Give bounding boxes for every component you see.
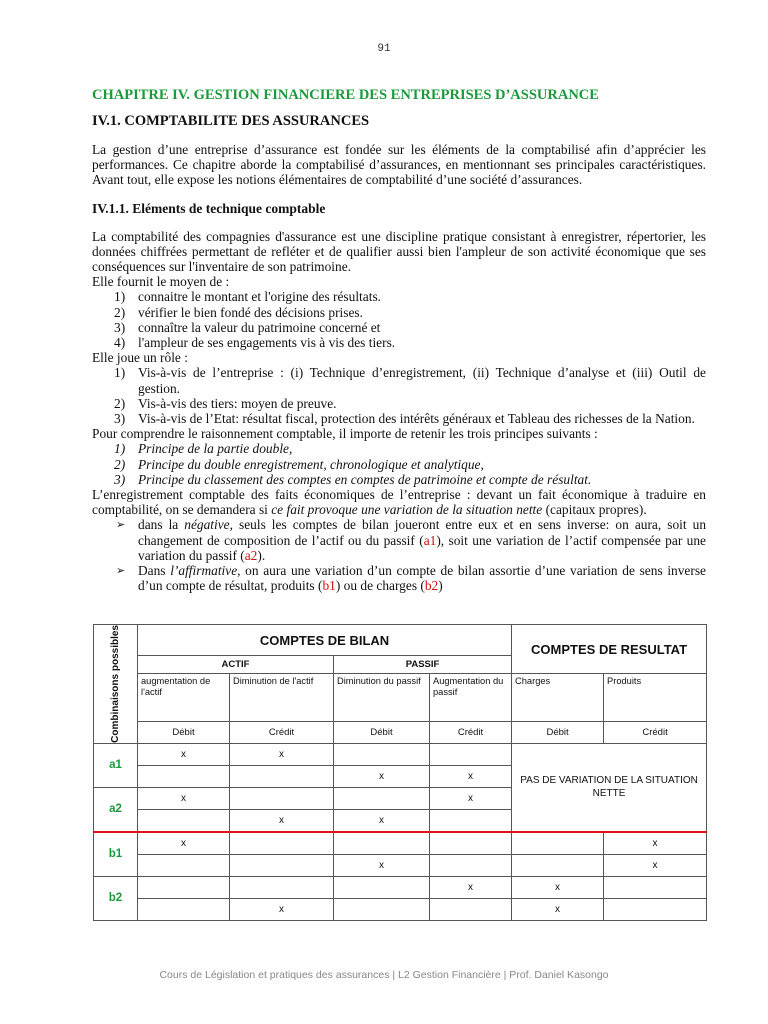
passif-header: PASSIF: [334, 656, 512, 674]
table-cell: [138, 898, 230, 920]
debit-credit-cell: Crédit: [604, 721, 707, 743]
arrow-item-affirmative: ➢ Dans l’affirmative, on aura une variation d’un compte de bilan assortie d’une variation de sens inverse d’un compte de résultat, produits (b1) ou de charges (b2): [116, 563, 706, 594]
table-cell: x: [138, 787, 230, 809]
table-cell: [334, 743, 430, 765]
table-cell: [230, 832, 334, 855]
table-cell: x: [512, 876, 604, 898]
role-intro: Elle joue un rôle :: [92, 350, 188, 366]
table-cell: [334, 832, 430, 855]
table-row: [94, 854, 707, 876]
principes-intro: Pour comprendre le raisonnement comptable, il importe de retenir les trois principes suivants :: [92, 426, 598, 442]
list-item: 1) Principe de la partie double,: [114, 441, 293, 457]
list-item: 2) Principe du double enregistrement, chronologique et analytique,: [114, 456, 484, 472]
table-cell: x: [334, 765, 430, 787]
table-cell: [430, 743, 512, 765]
table-cell: [230, 765, 334, 787]
table-cell: [334, 787, 430, 809]
table-cell: x: [512, 898, 604, 920]
comptes-table: [93, 624, 707, 921]
arrow-item-negative: ➢ dans la négative, seuls les comptes de bilan joueront entre eux et en sens inverse: on aura, soit un changement de composition de l’actif ou du passif (a1), soit une variation de l’actif compensée par une variation du passif (a2).: [116, 517, 707, 563]
actif-header: ACTIF: [138, 656, 334, 674]
table-cell: x: [430, 787, 512, 809]
section-title: IV.1. COMPTABILITE DES ASSURANCES: [92, 113, 370, 129]
debit-credit-cell: Débit: [512, 721, 604, 743]
debit-credit-cell: Débit: [138, 721, 230, 743]
enregistrement-paragraph: L’enregistrement comptable des faits économiques de l’entreprise : devant un fait économique à traduire en comptabilité, on se demandera si ce fait provoque une variation de la situation nette (capitaux propres).: [92, 487, 706, 518]
table-cell: [138, 765, 230, 787]
arrow-list: [92, 517, 706, 593]
page-number: 91: [377, 43, 391, 55]
list-item: 3) connaître la valeur du patrimoine concerné et: [114, 319, 381, 335]
list-item: 3) Vis-à-vis de l’Etat: résultat fiscal, protection des intérêts généraux et Tableau des richesses de la Nation.: [114, 411, 695, 427]
column-header: Augmentation du passif: [430, 674, 512, 722]
combination-label-b1: b1: [94, 832, 138, 877]
pas-de-variation-note: PAS DE VARIATION DE LA SITUATION NETTE: [512, 743, 707, 832]
table-cell: x: [604, 854, 707, 876]
combination-label-a2: a2: [94, 787, 138, 832]
table-cell: x: [138, 832, 230, 855]
column-header: augmentation de l'actif: [138, 674, 230, 722]
table-cell: [512, 832, 604, 855]
arrow-bullet-icon: ➢: [116, 518, 126, 532]
table-cell: [138, 809, 230, 832]
list-item: 1) Vis-à-vis de l’entreprise : (i) Technique d’enregistrement, (ii) Technique d’analyse et (iii) Outil de gestion.: [114, 365, 706, 396]
subsection-title: IV.1.1. Eléments de technique comptable: [92, 200, 326, 216]
column-header: Charges: [512, 674, 604, 722]
table-cell: [334, 876, 430, 898]
role-list: [92, 365, 706, 426]
table-cell: [138, 854, 230, 876]
table-row: [94, 898, 707, 920]
table-cell: x: [230, 743, 334, 765]
principes-list: [92, 441, 706, 487]
table-cell: [138, 876, 230, 898]
table-cell: x: [138, 743, 230, 765]
moyen-intro: Elle fournit le moyen de :: [92, 274, 230, 290]
column-header: Diminution du passif: [334, 674, 430, 722]
resultat-header: COMPTES DE RESULTAT: [512, 625, 707, 674]
column-header: Diminution de l'actif: [230, 674, 334, 722]
chapter-title: CHAPITRE IV. GESTION FINANCIERE DES ENTREPRISES D’ASSURANCE: [92, 87, 599, 103]
table-cell: x: [604, 832, 707, 855]
combinaisons-header: Combinaisons possibles: [94, 625, 138, 744]
table-row: [94, 743, 707, 765]
document-body: [92, 86, 706, 593]
list-item: 3) Principe du classement des comptes en comptes de patrimoine et compte de résultat.: [114, 471, 592, 487]
debit-credit-cell: Débit: [334, 721, 430, 743]
table-cell: [512, 854, 604, 876]
table-cell: [334, 898, 430, 920]
table-cell: x: [230, 898, 334, 920]
table-cell: [230, 787, 334, 809]
table-cell: [230, 854, 334, 876]
table-cell: [430, 832, 512, 855]
table-cell: [430, 854, 512, 876]
intro-paragraph: La gestion d’une entreprise d’assurance est fondée sur les éléments de la comptabilisé afin d’apprécier les performances. Ce chapitre aborde la comptabilisé d’assurances, en mentionnant ses principales caractéristiques. Avant tout, elle expose les notions élémentaires de comptabilité d’une société d’assurances.: [92, 142, 706, 188]
table-row: [94, 876, 707, 898]
table-cell: [430, 809, 512, 832]
moyen-list: [92, 289, 706, 350]
table-cell: [604, 898, 707, 920]
list-item: 2) Vis-à-vis des tiers: moyen de preuve.: [114, 395, 337, 411]
comptabilite-paragraph: La comptabilité des compagnies d'assurance est une discipline pratique consistant à enregistrer, répertorier, les données chiffrées permettant de refléter et de qualifier aussi bien l'ampleur de son activité économique que ses conséquences sur l'inventaire de son patrimoine.: [92, 228, 706, 275]
table-cell: [604, 876, 707, 898]
table-cell: [430, 898, 512, 920]
table-cell: x: [230, 809, 334, 832]
list-item: 2) vérifier le bien fondé des décisions prises.: [114, 304, 363, 320]
table-row: [94, 832, 707, 855]
list-item: 4) l'ampleur de ses engagements vis à vis des tiers.: [114, 335, 396, 351]
arrow-bullet-icon: ➢: [116, 564, 126, 578]
table-cell: [230, 876, 334, 898]
bilan-header: COMPTES DE BILAN: [138, 625, 512, 656]
table-cell: x: [334, 809, 430, 832]
table-cell: x: [334, 854, 430, 876]
debit-credit-cell: Crédit: [230, 721, 334, 743]
debit-credit-cell: Crédit: [430, 721, 512, 743]
combination-label-a1: a1: [94, 743, 138, 787]
table-cell: x: [430, 765, 512, 787]
column-header: Produits: [604, 674, 707, 722]
list-item: 1) connaitre le montant et l'origine des résultats.: [114, 289, 381, 305]
combination-label-b2: b2: [94, 876, 138, 920]
page-footer: Cours de Législation et pratiques des assurances | L2 Gestion Financière | Prof. Daniel Kasongo: [159, 969, 609, 981]
table-cell: x: [430, 876, 512, 898]
